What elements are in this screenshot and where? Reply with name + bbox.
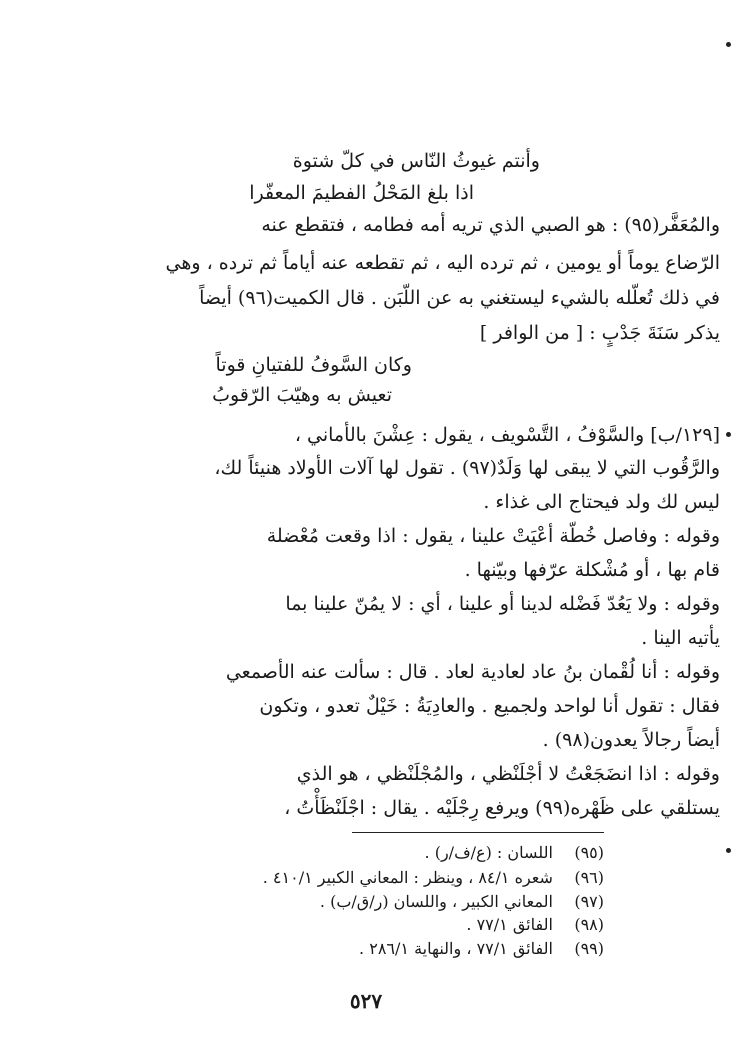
body-line: يأتيه الينا . <box>641 627 720 649</box>
body-line: يذكر سَنَةَ جَدْبٍ : [ من الوافر ] <box>479 322 720 344</box>
footnote-96 <box>263 867 604 889</box>
body-line: قام بها ، أو مُشْكلة عرّفها وبيّنها . <box>464 559 720 581</box>
body-line: وقوله : اذا انضَجَعْتُ لا أجْلَنْظي ، والمُجْلَنْظي ، هو الذي <box>296 763 720 785</box>
footnote-text: الفائق ٧٧/١ . <box>466 915 553 934</box>
footnote-separator <box>352 832 604 833</box>
footnote-98 <box>466 914 604 936</box>
body-line: الرّضاع يوماً أو يومين ، ثم ترده اليه ، ثم تقطعه عنه أياماً ثم ترده ، وهي <box>165 252 720 274</box>
footnote-95 <box>425 842 604 864</box>
footnote-number: (٩٩) <box>574 939 604 958</box>
body-line: والرَّقُوب التي لا يبقى لها وَلَدٌ(٩٧) . تقول لها آلات الأولاد هنيئاً لك، <box>214 457 720 479</box>
footnote-97 <box>320 891 604 913</box>
footnote-text: المعاني الكبير ، واللسان (ر/ق/ب) . <box>319 892 553 911</box>
footnote-number: (٩٨) <box>574 915 604 934</box>
page-number: ٥٢٧ <box>349 989 383 1013</box>
body-line: وقوله : وفاصل خُطّة أعْيَتْ علينا ، يقول : اذا وقعت مُعْضلة <box>266 525 720 547</box>
verse-line-1: وأنتم غيوثُ النّاس في كلّ شتوة <box>292 150 540 172</box>
footnote-99 <box>359 938 604 960</box>
body-line: وقوله : أنا لُقْمان بنُ عاد لعادية لعاد . قال : سألت عنه الأصمعي <box>225 661 720 683</box>
verse-line-4: تعيش به وهيّبَ الرّقوبُ <box>212 384 392 406</box>
body-line: وقوله : ولا يَعُدّ فَضْله لدينا أو علينا ، أي : لا يمُنّ علينا بما <box>285 593 720 615</box>
footnote-number: (٩٧) <box>574 892 604 911</box>
scan-edge-mark <box>726 432 731 437</box>
body-line: في ذلك تُعلّله بالشيء ليستغني به عن اللّبَن . قال الكميت(٩٦) أيضاً <box>199 287 720 309</box>
footnote-number: (٩٦) <box>574 868 604 887</box>
body-line: ليس لك ولد فيحتاج الى غذاء . <box>483 491 720 513</box>
body-line: والمُعَفَّر(٩٥) : هو الصبي الذي تريه أمه فطامه ، فتقطع عنه <box>261 214 720 236</box>
footnote-text: الفائق ٧٧/١ ، والنهاية ٢٨٦/١ . <box>359 939 553 958</box>
body-line: فقال : تقول أنا لواحد ولجميع . والعادِيَةُ : خَيْلٌ تعدو ، وتكون <box>259 695 720 717</box>
verse-line-3: وكان السَّوفُ للفتيانِ قوتاً <box>215 354 412 376</box>
footnote-text: اللسان : (ع/ف/ر) . <box>424 843 553 862</box>
footnote-text: شعره ٨٤/١ ، وينظر : المعاني الكبير ٤١٠/١ . <box>262 868 553 887</box>
body-line: أيضاً رجالاً يعدون(٩٨) . <box>542 729 720 751</box>
body-line: [١٢٩/ب] والسَّوْفُ ، التَّسْويف ، يقول : عِشْنَ بالأماني ، <box>294 424 720 446</box>
scan-edge-mark <box>726 42 731 47</box>
verse-line-2: اذا بلغ المَحْلُ الفطيمَ المعفّرا <box>249 182 474 204</box>
scan-edge-mark <box>726 848 731 853</box>
footnote-number: (٩٥) <box>574 843 604 862</box>
body-line: يستلقي على ظَهْره(٩٩) ويرفع رِجْلَيْه . يقال : اجْلَنْظَأْتُ ، <box>284 797 720 819</box>
